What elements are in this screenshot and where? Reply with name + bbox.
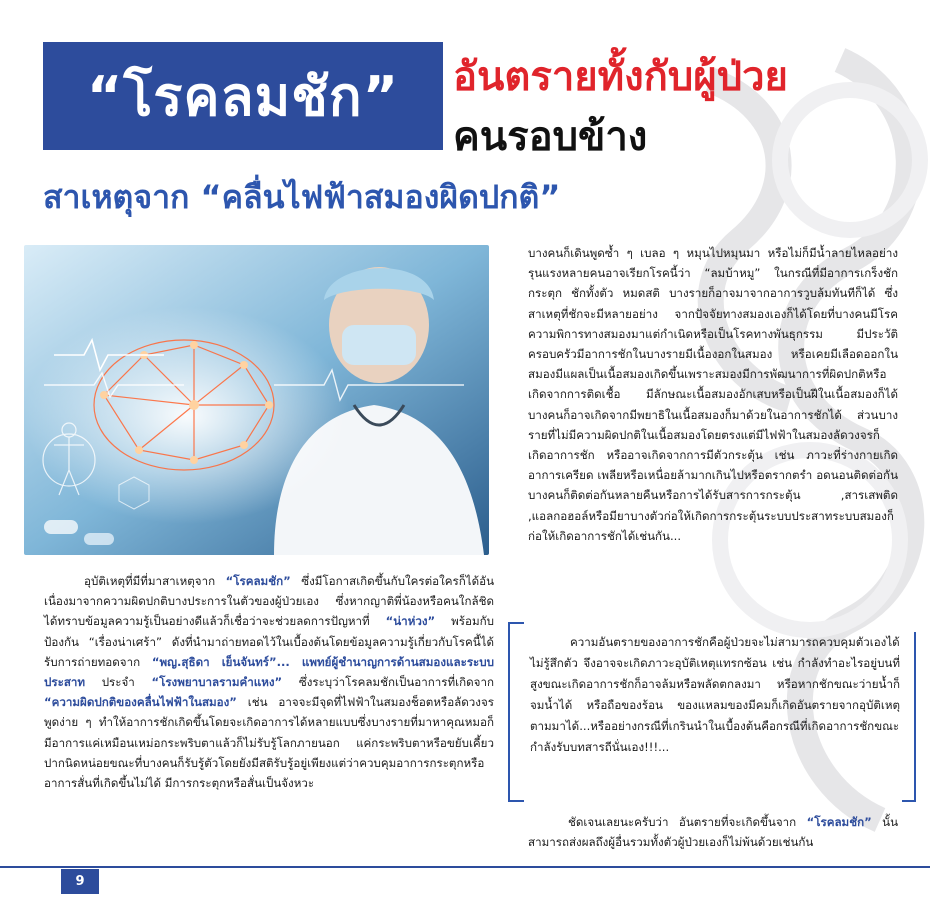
left-column-paragraph: อุบัติเหตุที่มีที่มาสาเหตุจาก “โรคลมชัก” ซึ่งมีโอกาสเกิดขึ้นกับใครต่อใครก็ได้อันเนื่องมาจากความผิดปกติบางประการในตัวของผู้ป่วยเอง ซึ่งหากญาติพี่น้องหรือคนใกล้ชิดได้ทราบข้อมูลความรู้เป็นอย่างดีแล้วก็เชื่อว่าจะช่วยลดการปัญหาที่ “น่าห่วง” พร้อมกับป้องกัน “เรื่องน่าเศร้า” ดังที่นำมาถ่ายทอดไว้ในเบื้องต้นโดยข้อมูลความรู้เกี่ยวกับโรคนี้ได้รับการถ่ายทอดจาก “พญ.สุธิดา เย็นจันทร์”... แพทย์ผู้ชำนาญการด้านสมองและระบบประสาท ประจำ “โรงพยาบาลรามคำแหง” ซึ่งระบุว่าโรคลมชักเป็นอาการที่เกิดจาก “ความผิดปกติของคลื่นไฟฟ้าในสมอง” เช่น อาจจะมีจุดที่ไฟฟ้าในสมองช็อตหรือลัดวงจรพูดง่าย ๆ ทำให้อาการชักเกิดขึ้นโดยจะเกิดอาการได้หลายแบบซึ่งบางรายที่มาหาคุณหมอก็มีอาการแค่เหมือนเหม่อกระพริบตาแล้วก็ไม่รับรู้โลกภายนอก แค่กระพริบตาหรือขยับเคี้ยวปากนิดหน่อยขณะที่บางคนก็รับรู้ตัวโดยยังมีสติรับรู้อยู่เพียงแต่ว่าควบคุมอาการกระตุกหรืออาการสั่นที่เกิดขึ้นไม่ได้ มีการกระตุกหรือสั่นเป็นจังหวะ (44, 574, 495, 791)
title-highlight-box (43, 42, 443, 150)
right-column-paragraph: บางคนก็เดินพูดซ้ำ ๆ เบลอ ๆ หมุนไปหมุนมา หรือไม่ก็มีน้ำลายไหลอย่างรุนแรงหลายคนอาจเรียกโรคนี้ว่า “ลมบ้าหมู” ในกรณีที่มีอาการเกร็งชักกระตุก ชักทั้งตัว หมดสติ บางรายก็อาจมาจากอาการวูบล้มทันทีก็ได้ ซึ่งสาเหตุที่ชักจะมีหลายอย่าง จากปัจจัยทางสมองเองก็ได้โดยที่บางคนมีโรคความพิการทางสมองมาแต่กำเนิดหรือเป็นโรคทางพันธุกรรม มีประวัติครอบครัวมีอาการชักในบางรายมีเนื้องอกในสมอง หรือเคยมีเลือดออกในสมองมีแผลเป็นเนื้อสมองเกิดขึ้นเพราะสมองมีการพัฒนาการที่ผิดปกติหรือเกิดจากการติดเชื้อ มีลักษณะเนื้อสมองอักเสบหรือเป็นฝีในเนื้อสมองก็ได้ บางคนก็อาจเกิดจากมีพยาธิในเนื้อสมองก็มาด้วยในอาการชักได้ ส่วนบางรายที่ไม่มีความผิดปกติในเนื้อสมองโดยตรงแต่มีไฟฟ้าในสมองลัดวงจรก็เกิดอาการชัก หรืออาจเกิดจากการมีตัวกระตุ้น เช่น ภาวะที่ร่างกายเกิดอาการเครียด เพลียหรือเหนื่อยล้ามากเกินไปหรือตรากตรำ อดนอนติดต่อกันบางคนก็ติดต่อกันหลายคืนหรือการได้รับสารการกระตุ้น ,สารเสพติด ,แอลกอฮอล์หรือมียาบางตัวก่อให้เกิดการกระตุ้นระบบประสาทระบบสมองก็ก่อให้เกิดอาการชักได้เช่นกัน... (528, 246, 898, 543)
callout-box (508, 622, 916, 802)
doctor-brain-photo (24, 245, 489, 555)
footer-divider (0, 866, 930, 868)
callout-text: ความอันตรายของอาการชักคือผู้ป่วยจะไม่สามารถควบคุมตัวเองได้ไม่รู้สึกตัว จึงอาจจะเกิดภาวะอุบัติเหตุแทรกซ้อน เช่น กำลังทำอะไรอยู่บนที่สูงขณะเกิดอาการชักก็อาจล้มหรือพลัดตกลงมา หรือหากชักขณะว่ายน้ำก็จมน้ำได้ หรือถือของร้อน ของแหลมของมีคมก็เกิดอันตรายจากอุบัติเหตุตามมาได้...หรืออย่างกรณีที่เกรินนำในเบื้องต้นคือกรณีที่เกิดอาการชักขณะกำลังรับบทสารถีนั่นเอง!!!... (530, 635, 900, 754)
page-number: 9 (61, 869, 99, 894)
article-subtitle: สาเหตุจาก “คลื่นไฟฟ้าสมองผิดปกติ” (43, 178, 561, 216)
title-line-black: คนรอบข้าง (453, 114, 648, 160)
title-highlight-text: “โรคลมชัก” (86, 65, 400, 128)
title-line-red: อันตรายทั้งกับผู้ป่วย (453, 54, 788, 100)
closing-paragraph: ชัดเจนเลยนะครับว่า อันตรายที่จะเกิดขึ้นจาก “โรคลมชัก” นั้นสามารถส่งผลถึงผู้อื่นรวมทั้งตัวผู้ป่วยเองก็ไม่พ้นด้วยเช่นกัน (528, 815, 898, 850)
